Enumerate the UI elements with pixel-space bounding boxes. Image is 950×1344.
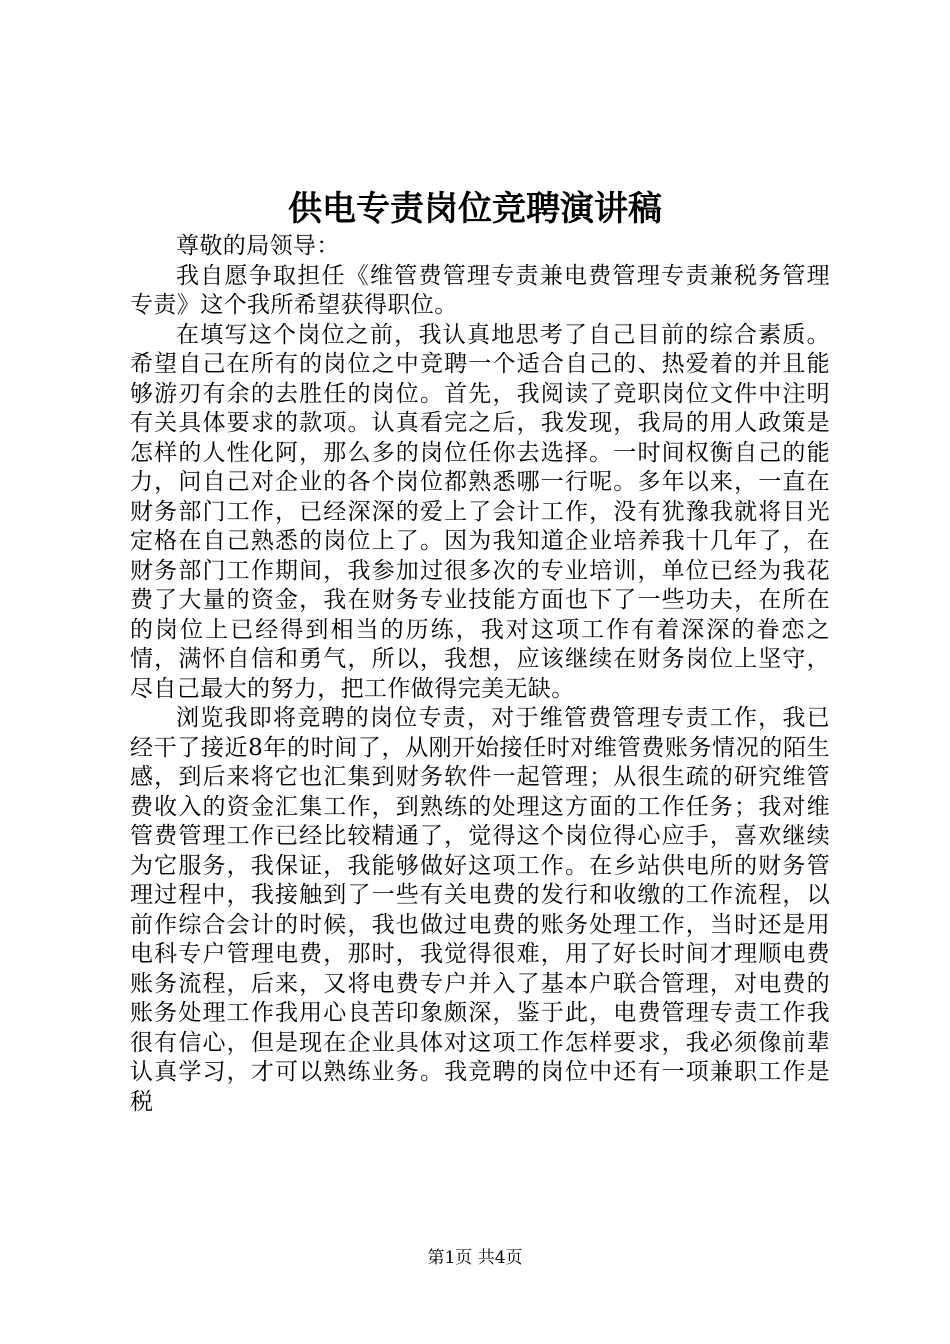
page-number-footer: 第1页 共4页 [427,1248,523,1268]
document-body [130,232,830,1117]
paragraph-3: 浏览我即将竞聘的岗位专责，对于维管费管理专责工作，我已经干了接近8年的时间了，从刚开始接任时对维管费账务情况的陌生感，到后来将它也汇集到财务软件一起管理；从很生疏的研究维管费收入的资金汇集工作，到熟练的处理这方面的工作任务；我对维管费管理工作已经比较精通了，觉得这个岗位得心应手，喜欢继续为它服务，我保证，我能够做好这项工作。在乡站供电所的财务管理过程中，我接触到了一些有关电费的发行和收缴的工作流程，以前作综合会计的时候，我也做过电费的账务处理工作，当时还是用电科专户管理电费，那时，我觉得很难，用了好长时间才理顺电费账务流程，后来，又将电费专户并入了基本户联合管理，对电费的账务处理工作我用心良苦印象颇深，鉴于此，电费管理专责工作我很有信心，但是现在企业具体对这项工作怎样要求，我必须像前辈认真学习，才可以熟练业务。我竞聘的岗位中还有一项兼职工作是税 [130,705,830,1115]
salutation: 尊敬的局领导： [176,233,340,259]
document-title: 供电专责岗位竞聘演讲稿 [288,189,662,229]
paragraph-1: 我自愿争取担任《维管费管理专责兼电费管理专责兼税务管理专责》这个我所希望获得职位。 [130,262,830,318]
paragraph-2: 在填写这个岗位之前，我认真地思考了自己目前的综合素质。希望自己在所有的岗位之中竞聘一个适合自己的、热爱着的并且能够游刃有余的去胜任的岗位。首先，我阅读了竞职岗位文件中注明有关具体要求的款项。认真看完之后，我发现，我局的用人政策是怎样的人性化阿，那么多的岗位任你去选择。一时间权衡自己的能力，问自己对企业的各个岗位都熟悉哪一行呢。多年以来，一直在财务部门工作，已经深深的爱上了会计工作，没有犹豫我就将目光定格在自己熟悉的岗位上了。因为我知道企业培养我十几年了，在财务部门工作期间，我参加过很多次的专业培训，单位已经为我花费了大量的资金，我在财务专业技能方面也下了一些功夫，在所在的岗位上已经得到相当的历练，我对这项工作有着深深的眷恋之情，满怀自信和勇气，所以，我想，应该继续在财务岗位上坚守，尽自己最大的努力，把工作做得完美无缺。 [130,321,830,702]
